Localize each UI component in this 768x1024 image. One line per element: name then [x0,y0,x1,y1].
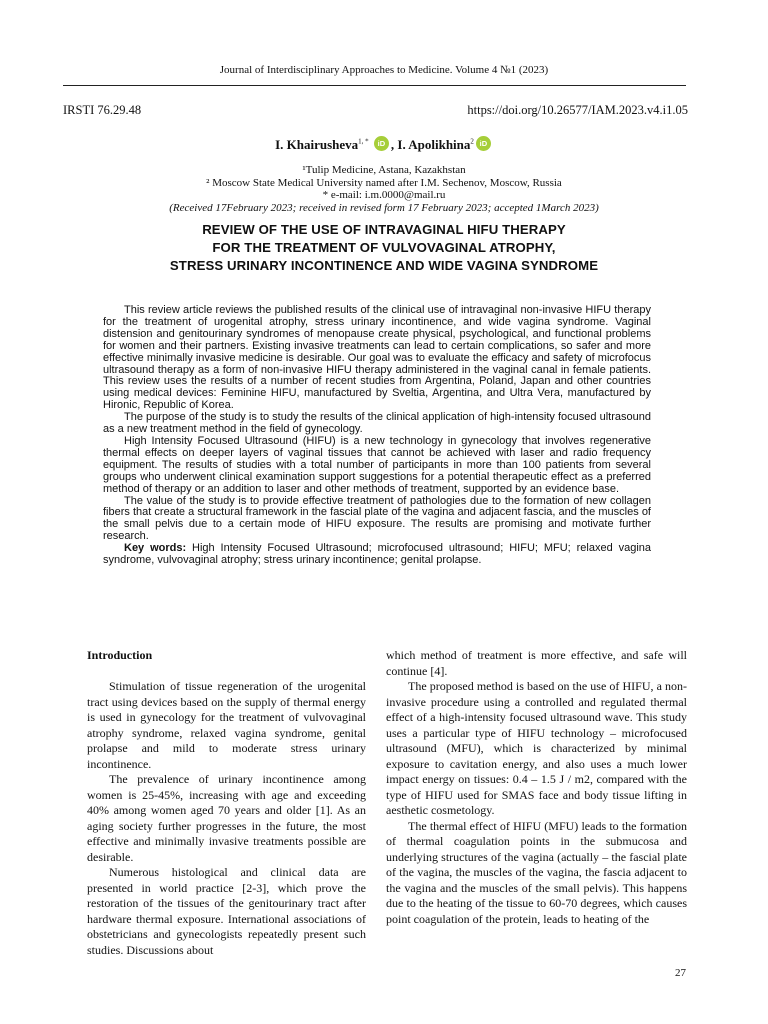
abstract-paragraph: The purpose of the study is to study the results of the clinical application of high-intensity focused ultrasound as a new treatment method in the field of gynecology. [103,411,651,436]
author-line [0,136,768,153]
journal-header: Journal of Interdisciplinary Approaches to Medicine. Volume 4 №1 (2023) [219,64,549,76]
body-paragraph: which method of treatment is more effective, and safe will continue [4]. [386,648,687,678]
received-dates: (Received 17February 2023; received in revised form 17 February 2023; accepted 1March 2023) [169,202,599,214]
body-paragraph: The prevalence of urinary incontinence among women is 25-45%, increasing with age and exceeding 40% among women aged 70 years and older [1]. As an aging society further progresses in the future, the most effective and minimally invasive treatments possible are desirable. [87,772,366,864]
author-separator: , [390,137,398,152]
article-title-line-3: STRESS URINARY INCONTINENCE AND WIDE VAGINA SYNDROME [169,258,599,273]
body-paragraph: The thermal effect of HIFU (MFU) leads to the formation of thermal coagulation points in the submucosa and underlying structures of the vagina (actually – the fascial plate of the vagina, the muscles of the vagina, the fascia adjacent to the vagina and the muscles of the small pelvis). This happens due to the heating of the tissue to 60-70 degrees, which causes point coagulation of the protein, leads to heating of the [386,818,687,926]
irsti-code: IRSTI 76.29.48 [63,103,142,117]
keywords-list: High Intensity Focused Ultrasound; microfocused ultrasound; HIFU; MFU; relaxed vagina syndrome, vulvovaginal atrophy; stress urinary incontinence; genital prolapse. [103,542,652,567]
orcid-icon[interactable]: iD [374,136,389,151]
author-1-name: I. Khairusheva [275,137,359,152]
abstract-paragraph: High Intensity Focused Ultrasound (HIFU) is a new technology in gynecology that involves regenerative thermal effects on deeper layers of vaginal tissues that cannot be achieved with laser and radio frequency equipment. The results of studies with a total number of participants in more than 100 patients from several groups who underwent clinical examination support suggestions for a potential therapeutic effect as a preferred method of therapy or an addition to laser and other methods of treatment, supported by an evidence base. [103,434,651,495]
abstract-paragraph: This review article reviews the published results of the clinical use of intravaginal non-invasive HIFU therapy for the treatment of urogenital atrophy, stress urinary incontinence, and wide vagina syndrome. Vaginal distension and genitourinary syndromes of menopause create physical, psychological, and functional problems for women and their partners. Existing invasive treatments can lead to certain complications, so safer and more effective minimally invasive medicine is desirable. Our goal was to evaluate the efficacy and safety of microfocus ultrasound therapy as a form of non-invasive HIFU therapy administered in the vaginal canal in female patients. This review uses the results of a number of recent studies from Argentina, Poland, Japan and other countries using medical devices: Feminine HIFU, manufactured by Sveltia, Argentina, and Ultra Vera, manufactured by Hironic, Republic of Korea. [103,304,651,412]
article-title-line-2: FOR THE TREATMENT OF VULVOVAGINAL ATROPHY, [212,240,556,255]
orcid-icon[interactable]: iD [476,136,491,151]
affiliation-1: ¹Tulip Medicine, Astana, Kazakhstan [302,164,466,176]
keywords [103,543,651,567]
author-2-superscript: 2 [470,137,474,146]
body-paragraph: Numerous histological and clinical data are presented in world practice [2-3], which prove the restoration of the tissues of the genitourinary tract after hardware thermal exposure. International associations of obstetricians and gynecologists repeatedly present such studies. Discussions about [87,865,366,957]
author-2-name: I. Apolikhina [397,137,471,152]
abstract-paragraph: The value of the study is to provide effective treatment of pathologies due to the formation of new collagen fibers that create a structural framework in the fascial plate of the vagina and adjacent fascia, and the muscles of the small pelvis due to a certain mode of HIFU exposure. The results are promising and motivate further research. [103,494,651,543]
body-left-column [87,648,366,958]
keywords-label: Key words: [124,542,187,555]
body-paragraph: Stimulation of tissue regeneration of the urogenital tract using devices based on the supply of thermal energy is used in gynecology for the treatment of vulvovaginal atrophy syndrome, relaxed vagina syndrome, genital prolapse and mild to moderate stress urinary incontinence. [87,679,366,771]
body-right-column [386,648,687,927]
author-1-superscript: 1, * [358,137,369,146]
page-number: 27 [675,967,686,979]
doi-link[interactable]: https://doi.org/10.26577/IAM.2023.v4.i1.05 [467,103,688,117]
abstract [103,305,651,567]
body-paragraph: The proposed method is based on the use of HIFU, a non-invasive procedure using a controlled and regulated thermal effect of a high-intensity focused ultrasound wave. This study uses a particular type of HIFU technology – microfocused ultrasound (MFU), which is characterized by minimal exposure to cavitation energy, and also uses a much lower impact energy on tissues: 0.4 – 1.5 J / m2, compared with the type of HIFU used for SMAS face and body tissue lifting in aesthetic cosmetology. [386,679,687,817]
article-title-line-1: REVIEW OF THE USE OF INTRAVAGINAL HIFU THERAPY [202,222,566,237]
header-rule [63,85,686,86]
affiliation-2: ² Moscow State Medical University named after I.M. Sechenov, Moscow, Russia [206,177,562,189]
author-email: * e-mail: i.m.0000@mail.ru [322,189,446,201]
introduction-heading: Introduction [87,648,153,662]
